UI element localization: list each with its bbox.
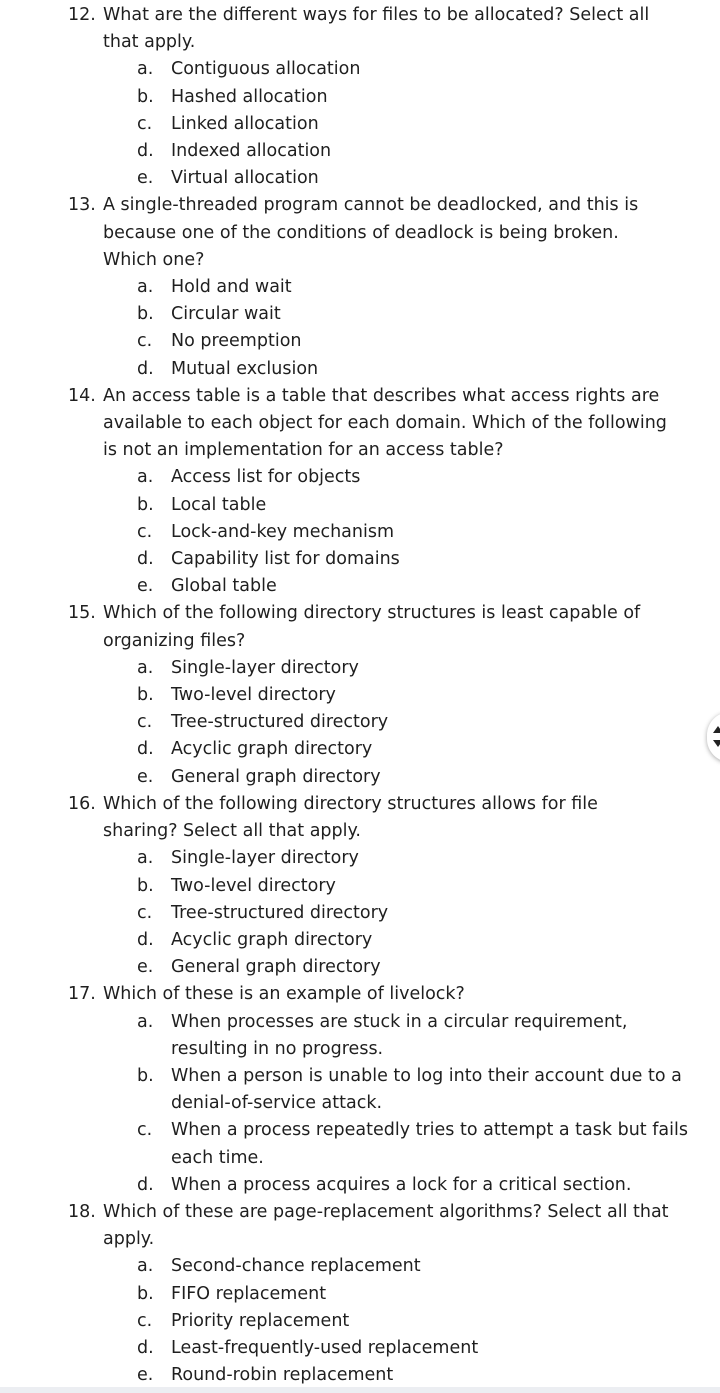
option-text: Two-level directory <box>171 875 336 896</box>
option <box>0 1253 720 1280</box>
option <box>0 873 720 900</box>
arrow-up-icon <box>713 726 720 733</box>
option-letter: a. <box>137 467 154 488</box>
option-list <box>0 1009 720 1199</box>
option-text: Least-frequently-used replacement <box>171 1337 479 1358</box>
option-text: FIFO replacement <box>171 1283 327 1304</box>
option <box>0 1362 720 1389</box>
option-text: Mutual exclusion <box>171 358 319 379</box>
question-text: Which of the following directory structures allows for file sharing? Select all that apply. <box>103 793 598 842</box>
option <box>0 546 720 573</box>
option-text: Priority replacement <box>171 1310 350 1331</box>
option-text: Lock-and-key mechanism <box>171 521 395 542</box>
option-letter: b. <box>137 685 154 706</box>
option <box>0 56 720 83</box>
question-16 <box>0 791 720 981</box>
option-letter: d. <box>137 358 154 379</box>
option <box>0 927 720 954</box>
question-15 <box>0 600 720 790</box>
option <box>0 1063 720 1117</box>
option <box>0 1335 720 1362</box>
question-text: An access table is a table that describes what access rights are available to each object for each domain. Which of the following is not an implementation for an access table? <box>103 385 667 461</box>
option-text: When a process acquires a lock for a critical section. <box>171 1174 632 1195</box>
option-text: Acyclic graph directory <box>171 929 373 950</box>
bottom-edge-bar <box>0 1387 720 1393</box>
option-letter: b. <box>137 494 154 515</box>
option-text: Capability list for domains <box>171 549 400 570</box>
option <box>0 1117 720 1171</box>
option-text: Two-level directory <box>171 685 336 706</box>
option-letter: e. <box>137 168 154 189</box>
option-list <box>0 1253 720 1389</box>
question-text: A single-threaded program cannot be deadlocked, and this is because one of the conditions of deadlock is being broken. Which one? <box>103 195 639 270</box>
option <box>0 1009 720 1063</box>
option-text: Single-layer directory <box>171 657 359 678</box>
option-text: Acyclic graph directory <box>171 739 373 760</box>
option <box>0 492 720 519</box>
option-letter: b. <box>137 1065 154 1086</box>
option-letter: e. <box>137 766 154 787</box>
option-letter: a. <box>137 657 154 678</box>
option-letter: b. <box>137 304 154 325</box>
option-letter: a. <box>137 848 154 869</box>
question-text: Which of the following directory structures is least capable of organizing files? <box>103 603 641 651</box>
option-text: No preemption <box>171 331 302 352</box>
question-number: 16. <box>68 793 96 814</box>
option-letter: b. <box>137 875 154 896</box>
option <box>0 274 720 301</box>
option-letter: e. <box>137 576 154 597</box>
option-letter: d. <box>137 1174 154 1195</box>
option-letter: c. <box>137 902 153 923</box>
option-letter: c. <box>137 331 153 352</box>
option-letter: e. <box>137 1365 154 1386</box>
option-letter: d. <box>137 141 154 162</box>
option <box>0 356 720 383</box>
option-text: General graph directory <box>171 957 381 978</box>
option <box>0 764 720 791</box>
option-list <box>0 56 720 192</box>
option-text: General graph directory <box>171 766 381 787</box>
option <box>0 954 720 981</box>
question-text: What are the different ways for files to be allocated? Select all that apply. <box>103 5 650 53</box>
option-list <box>0 464 720 600</box>
question-12 <box>0 2 720 192</box>
option-text: Hashed allocation <box>171 86 328 107</box>
option-text: When a person is unable to log into their account due to a denial-of-service attack. <box>171 1065 682 1114</box>
option <box>0 519 720 546</box>
option-text: Hold and wait <box>171 277 292 298</box>
option-text: Round-robin replacement <box>171 1365 394 1386</box>
option-text: Tree-structured directory <box>171 902 389 923</box>
option-list <box>0 655 720 791</box>
option-letter: b. <box>137 1283 154 1304</box>
option-list <box>0 845 720 981</box>
option <box>0 845 720 872</box>
option <box>0 900 720 927</box>
option-letter: a. <box>137 1011 154 1032</box>
option-list <box>0 274 720 383</box>
option-letter: b. <box>137 86 154 107</box>
option-letter: c. <box>137 712 153 733</box>
question-number: 12. <box>68 5 96 25</box>
option <box>0 573 720 600</box>
option-text: Virtual allocation <box>171 168 319 189</box>
option-letter: d. <box>137 929 154 950</box>
option <box>0 111 720 138</box>
option <box>0 301 720 328</box>
option-letter: a. <box>137 59 154 80</box>
option-text: Linked allocation <box>171 113 319 134</box>
option <box>0 328 720 355</box>
arrow-down-icon <box>713 740 720 747</box>
option <box>0 736 720 763</box>
option-text: Indexed allocation <box>171 141 332 162</box>
option-text: Single-layer directory <box>171 848 359 869</box>
question-18 <box>0 1199 720 1389</box>
option <box>0 1308 720 1335</box>
option-letter: c. <box>137 521 153 542</box>
question-13 <box>0 192 720 382</box>
option-text: Access list for objects <box>171 467 361 488</box>
question-text: Which of these is an example of livelock? <box>103 984 465 1005</box>
option <box>0 682 720 709</box>
option <box>0 709 720 736</box>
option-text: Circular wait <box>171 304 281 325</box>
option <box>0 84 720 111</box>
option-letter: d. <box>137 1337 154 1358</box>
option-letter: d. <box>137 739 154 760</box>
option <box>0 165 720 192</box>
option-letter: d. <box>137 549 154 570</box>
question-14 <box>0 383 720 601</box>
question-number: 17. <box>68 984 96 1005</box>
option-letter: a. <box>137 1256 154 1277</box>
option-text: Tree-structured directory <box>171 712 389 733</box>
question-number: 18. <box>68 1201 96 1222</box>
question-number: 15. <box>68 603 96 624</box>
option <box>0 1281 720 1308</box>
option-text: When processes are stuck in a circular requirement, resulting in no progress. <box>171 1011 628 1059</box>
option-letter: c. <box>137 1310 153 1331</box>
option-text: Contiguous allocation <box>171 59 361 80</box>
option <box>0 138 720 165</box>
option <box>0 1172 720 1199</box>
option-letter: c. <box>137 113 153 134</box>
option <box>0 464 720 491</box>
question-number: 14. <box>68 385 96 406</box>
question-17 <box>0 981 720 1199</box>
option-text: Global table <box>171 576 277 597</box>
option-text: When a process repeatedly tries to attempt a task but fails each time. <box>171 1120 688 1168</box>
option-letter: e. <box>137 957 154 978</box>
option-letter: a. <box>137 277 154 298</box>
question-text: Which of these are page-replacement algorithms? Select all that apply. <box>103 1201 669 1250</box>
option-text: Second-chance replacement <box>171 1256 421 1277</box>
option <box>0 655 720 682</box>
option-text: Local table <box>171 494 267 515</box>
question-number: 13. <box>68 195 96 216</box>
option-letter: c. <box>137 1120 153 1141</box>
